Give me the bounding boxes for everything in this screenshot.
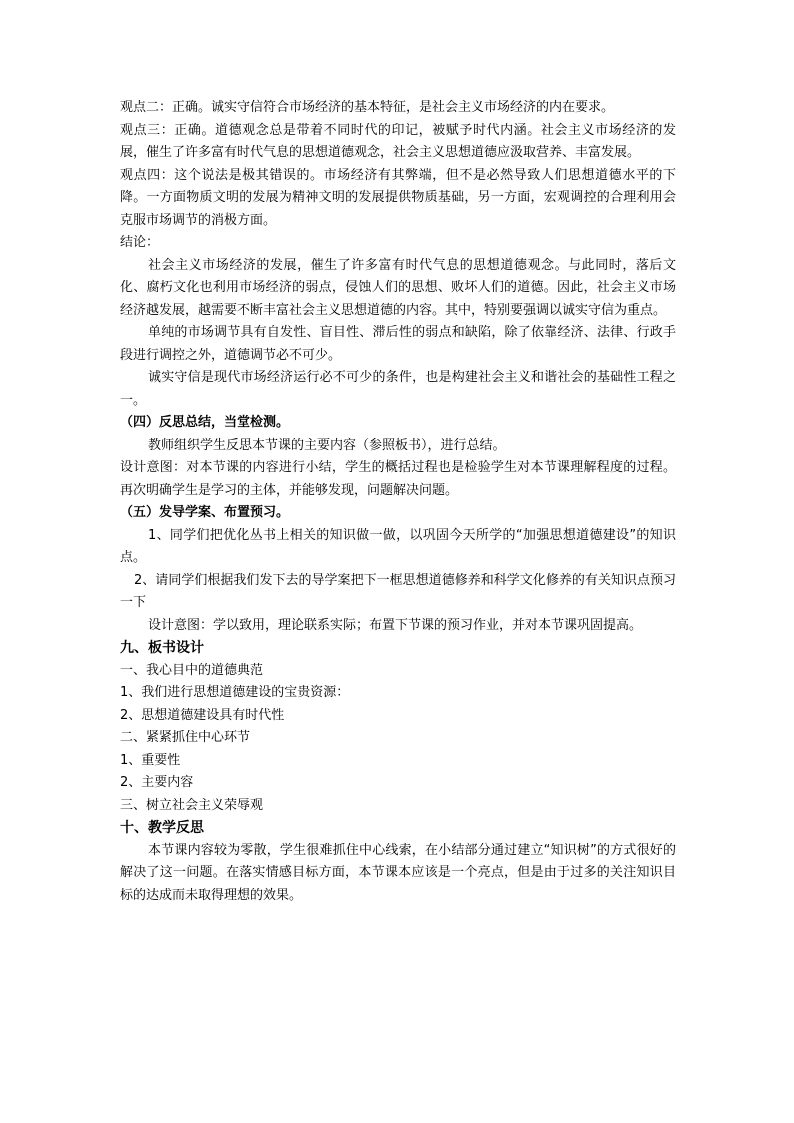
teaching-reflection-paragraph: 本节课内容较为零散，学生很难抓住中心线索，在小结部分通过建立“知识树”的方式很好的解决了这一问题。在落实情感目标方面，本节课本应该是一个亮点，但是由于过多的关注知识目标的达成而未取得理想的效果。	[120, 842, 676, 903]
conclusion-paragraph-3: 诚实守信是现代市场经济运行必不可少的条件，也是构建社会主义和谐社会的基础性工程之一。	[120, 370, 676, 408]
section-five-heading: （五）发导学案、布置预习。	[120, 505, 290, 520]
section-four-heading: （四）反思总结，当堂检测。	[120, 415, 290, 430]
viewpoint-three: 观点三：正确。道德观念总是带着不同时代的印记，被赋予时代内涵。社会主义市场经济的发展，催生了许多富有时代气息的思想道德观念，社会主义思想道德应汲取营养、丰富发展。	[120, 122, 676, 160]
board-design-heading: 九、板书设计	[120, 640, 204, 656]
section-four-design-intent: 设计意图：对本节课的内容进行小结，学生的概括过程也是检验学生对本节课理解程度的过程。再次明确学生是学习的主体，并能够发现，问题解决问题。	[120, 460, 676, 498]
board-line-6: 2、主要内容	[120, 775, 194, 790]
teaching-reflection-heading: 十、教学反思	[120, 820, 204, 836]
conclusion-label: 结论：	[120, 235, 160, 250]
section-five-item-2: 2、请同学们根据我们发下去的导学案把下一框思想道德修养和科学文化修养的有关知识点预习一下	[120, 572, 676, 610]
viewpoint-two: 观点二：正确。诚实守信符合市场经济的基本特征，是社会主义市场经济的内在要求。	[120, 100, 615, 115]
section-four-paragraph: 教师组织学生反思本节课的主要内容（参照板书），进行总结。	[148, 437, 506, 453]
conclusion-paragraph-2: 单纯的市场调节具有自发性、盲目性、滞后性的弱点和缺陷，除了依靠经济、法律、行政手段进行调控之外，道德调节必不可少。	[120, 325, 676, 363]
board-line-3: 2、思想道德建设具有时代性	[120, 707, 285, 723]
document-page	[120, 97, 676, 907]
board-line-7: 三、树立社会主义荣辱观	[120, 797, 264, 813]
conclusion-paragraph-1: 社会主义市场经济的发展，催生了许多富有时代气息的思想道德观念。与此同时，落后文化、腐朽文化也利用市场经济的弱点，侵蚀人们的思想、败坏人们的道德。因此，社会主义市场经济越发展，越需要不断丰富社会主义思想道德的内容。其中，特别要强调以诚实守信为重点。	[120, 257, 676, 318]
viewpoint-four: 观点四：这个说法是极其错误的。市场经济有其弊端，但不是必然导致人们思想道德水平的下降。一方面物质文明的发展为精神文明的发展提供物质基础，另一方面，宏观调控的合理利用会克服市场调节的消极方面。	[120, 167, 676, 228]
board-line-1: 一、我心目中的道德典范	[120, 662, 264, 678]
board-line-2: 1、我们进行思想道德建设的宝贵资源：	[120, 685, 350, 700]
section-five-design-intent: 设计意图：学以致用，理论联系实际；布置下节课的预习作业，并对本节课巩固提高。	[148, 617, 643, 633]
board-line-5: 1、重要性	[120, 752, 181, 768]
section-five-item-1: 1、同学们把优化丛书上相关的知识做一做，以巩固今天所学的“加强思想道德建设”的知识点。	[120, 527, 676, 565]
board-line-4: 二、紧紧抓住中心环节	[120, 730, 251, 745]
